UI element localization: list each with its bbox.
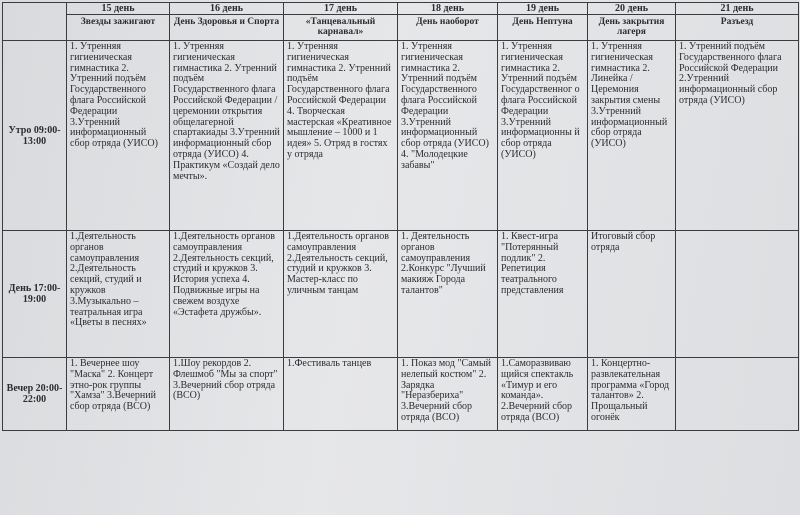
day-activities: 1.Деятельность органов самоуправления 2.Деятельность секций, студий и кружков 3. История успеха 4. Подвижные игры на свежем воздухе «Эстафета дружбы». [170,231,284,358]
day-number: 17 день [284,3,398,15]
day-theme: Звезды зажигают [67,15,170,41]
day-activities: Итоговый сбор отряда [588,231,676,358]
corner-cell [3,3,67,41]
evening-activities: 1.Саморазвиваю щийся спектакль «Тимур и его команда». 2.Вечерний сбор отряда (ВСО) [498,358,588,431]
morning-activities: 1. Утренняя гигиеническая гимнастика 2. Утренний подъём Государственного флага Российской Федерации 3.Утренний информационный сбор отряда (УИСО) [67,41,170,231]
morning-activities: 1. Утренняя гигиеническая гимнастика 2. Утренний подъём Государственного флага Российской Федерации /церемонии открытия общелагерной спартакиады 3.Утренний информационный сбор отряда (УИСО) 4. Практикум «Создай дело мечты». [170,41,284,231]
day-theme: День наоборот [398,15,498,41]
evening-activities: 1. Показ мод "Самый нелепый костюм" 2. Зарядка "Неразбериха" 3.Вечерний сбор отряда (ВСО) [398,358,498,431]
day-theme: День Нептуна [498,15,588,41]
day-theme: «Танцевальный карнавал» [284,15,398,41]
evening-activities [676,358,799,431]
day-number: 18 день [398,3,498,15]
time-label-day: День 17:00- 19:00 [3,231,67,358]
evening-activities: 1.Шоу рекордов 2. Флешмоб "Мы за спорт" 3.Вечерний сбор отряда (ВСО) [170,358,284,431]
morning-activities: 1. Утренняя гигиеническая гимнастика 2. Утренний подъём Государственног о флага Российской Федерации 3.Утренний информационны й сбор отряда (УИСО) [498,41,588,231]
day-number: 20 день [588,3,676,15]
evening-activities: 1.Фестиваль танцев [284,358,398,431]
day-activities: 1.Деятельность органов самоуправления 2.Деятельность секций, студий и кружков 3.Музыкально – театральная игра «Цветы в песнях» [67,231,170,358]
day-number: 19 день [498,3,588,15]
day-activities: 1. Деятельность органов самоуправления 2.Конкурс "Лучший макияж Города талантов" [398,231,498,358]
day-theme: День Здоровья и Спорта [170,15,284,41]
day-activities: 1.Деятельность органов самоуправления 2.Деятельность секций, студий и кружков 3. Мастер-класс по уличным танцам [284,231,398,358]
day-number: 16 день [170,3,284,15]
schedule-table [2,2,799,431]
time-label-evening: Вечер 20:00- 22:00 [3,358,67,431]
day-number: 15 день [67,3,170,15]
day-theme: День закрытия лагеря [588,15,676,41]
day-theme: Разъезд [676,15,799,41]
day-number: 21 день [676,3,799,15]
day-activities: 1. Квест-игра "Потерянный подлик" 2. Репетиция театрального представления [498,231,588,358]
morning-activities: 1. Утренняя гигиеническая гимнастика 2. Утренний подъём Государственного флага Российской Федерации 3.Утренний информационный сбор отряда (УИСО) 4. "Молодецкие забавы" [398,41,498,231]
morning-activities: 1. Утренняя гигиеническая гимнастика 2. Утренний подъём Государственного флага Российской Федерации 4. Творческая мастерская «Креативное мышление – 1000 и 1 идея» 5. Отряд в гостях у отряда [284,41,398,231]
morning-activities: 1. Утренняя гигиеническая гимнастика 2. Линейка / Церемония закрытия смены 3.Утренний информационный сбор отряда (УИСО) [588,41,676,231]
day-activities [676,231,799,358]
evening-activities: 1. Вечернее шоу "Маска" 2. Концерт этно-рок группы "Хамза" 3.Вечерний сбор отряда (ВСО) [67,358,170,431]
time-label-morning: Утро 09:00- 13:00 [3,41,67,231]
morning-activities: 1. Утренний подъём Государственного флага Российской Федерации 2.Утренний информационный сбор отряда (УИСО) [676,41,799,231]
evening-activities: 1. Концертно-развлекательная программа «Город талантов» 2. Прощальный огонёк [588,358,676,431]
